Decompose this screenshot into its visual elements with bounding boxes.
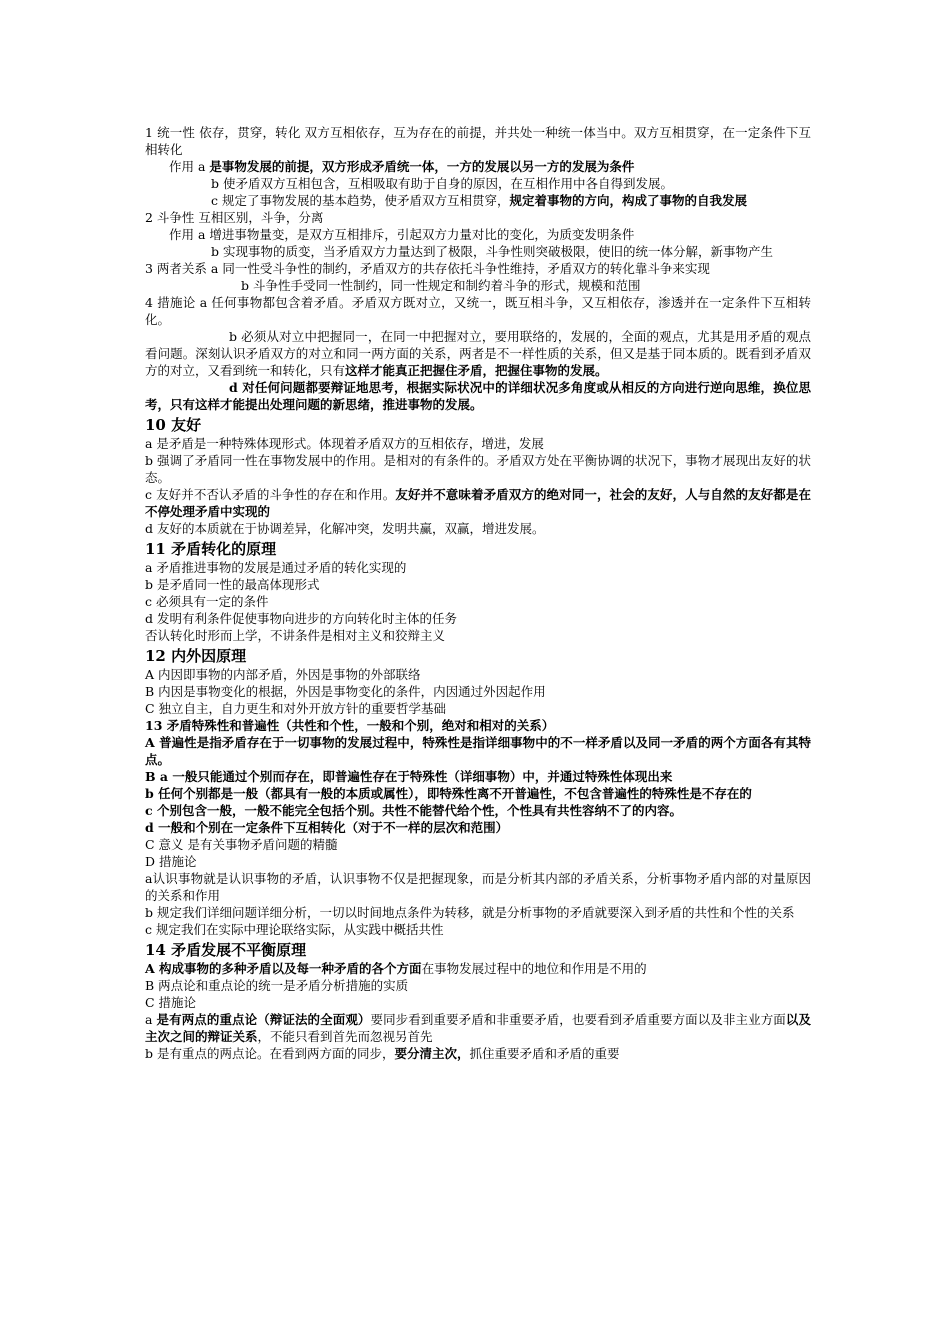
text: C 意义 是有关事物矛盾问题的精髓: [145, 837, 338, 852]
paragraph: [145, 486, 811, 520]
bold-text: 是有两点的重点论（辩证法的全面观）: [156, 1012, 371, 1027]
paragraph: [145, 627, 811, 644]
paragraph: [145, 124, 811, 158]
text: b 规定我们详细问题详细分析，一切以时间地点条件为转移，就是分析事物的矛盾就要深入到矛盾的共性和个性的关系: [145, 905, 795, 920]
text: C 独立自主，自力更生和对外开放方针的重要哲学基础: [145, 701, 447, 716]
paragraph: [145, 277, 811, 294]
bold-text: 是事物发展的前提，双方形成矛盾统一体，一方的发展以另一方的发展为条件: [209, 159, 635, 174]
paragraph: [145, 593, 811, 610]
text: b 是矛盾同一性的最高体现形式: [145, 577, 320, 592]
paragraph: [145, 452, 811, 486]
text: a认识事物就是认识事物的矛盾，认识事物不仅是把握现象，而是分析其内部的矛盾关系，分析事物矛盾内部的对量原因的关系和作用: [145, 871, 811, 903]
paragraph: [145, 683, 811, 700]
bold-text: 规定着事物的方向，构成了事物的自我发展: [509, 193, 747, 208]
text: C 措施论: [145, 995, 197, 1010]
text: 12 内外因原理: [145, 647, 247, 665]
text: 3 两者关系 a 同一性受斗争性的制约，矛盾双方的共存依托斗争性维持，矛盾双方的转化靠斗争来实现: [145, 261, 710, 276]
paragraph: [145, 785, 811, 802]
text: a 是矛盾是一种特殊体现形式。体现着矛盾双方的互相依存，增进，发展: [145, 436, 544, 451]
bold-text: 这样才能真正把握住矛盾，把握住事物的发展。: [345, 363, 608, 378]
paragraph: [145, 960, 811, 977]
paragraph: [145, 802, 811, 819]
paragraph: [145, 175, 811, 192]
paragraph: [145, 994, 811, 1011]
paragraph: [145, 328, 811, 379]
bold-text: A 普遍性是指矛盾存在于一切事物的发展过程中，特殊性是指详细事物中的不一样矛盾以及同一矛盾的两个方面各有其特点。: [145, 735, 811, 767]
text: 11 矛盾转化的原理: [145, 540, 277, 558]
text: 14 矛盾发展不平衡原理: [145, 941, 307, 959]
text: D 措施论: [145, 854, 197, 869]
text: ，不能只看到首先而忽视另首先: [257, 1029, 433, 1044]
text: b 强调了矛盾同一性在事物发展中的作用。是相对的有条件的。矛盾双方处在平衡协调的状况下，事物才展现出友好的状态。: [145, 453, 811, 485]
paragraph: [145, 870, 811, 904]
text: c 规定我们在实际中理论联络实际，从实践中概括共性: [145, 922, 444, 937]
text: a: [145, 1012, 157, 1027]
paragraph: [145, 226, 811, 243]
paragraph: [145, 904, 811, 921]
text: d 友好的本质就在于协调差异，化解冲突，发明共赢，双赢，增进发展。: [145, 521, 545, 536]
text: B 内因是事物变化的根据，外因是事物变化的条件，内因通过外因起作用: [145, 684, 546, 699]
paragraph: [145, 209, 811, 226]
text: 作用 a 增进事物量变，是双方互相排斥，引起双方力量对比的变化，为质变发明条件: [169, 227, 635, 242]
text: 抓住重要矛盾和矛盾的重要: [469, 1046, 620, 1061]
paragraph: [145, 734, 811, 768]
text: b 必须从对立中把握同一，在同一中把握对立，要用联络的，发展的，全面的观点，尤其是用矛盾的观点看问题。深刻认识矛盾双方的对立和同一两方面的关系，两者是不一样性质的关系，但又是基于同本质的。既看到矛盾双方的对立，又看到统一和转化，只有: [145, 329, 811, 378]
paragraph: [145, 610, 811, 627]
text: 否认转化时形而上学，不讲条件是相对主义和狡辩主义: [145, 628, 446, 643]
text: 在事物发展过程中的地位和作用是不用的: [421, 961, 647, 976]
paragraph: [145, 158, 811, 175]
section-heading: [145, 539, 811, 559]
paragraph: [145, 819, 811, 836]
text: c 友好并不否认矛盾的斗争性的存在和作用。: [145, 487, 396, 502]
section-heading: [145, 646, 811, 666]
paragraph: [145, 768, 811, 785]
bold-text: B a 一般只能通过个别而存在，即普遍性存在于特殊性（详细事物）中，并通过特殊性体现出来: [145, 769, 673, 784]
paragraph: [145, 260, 811, 277]
bold-text: A 构成事物的多种矛盾以及每一种矛盾的各个方面: [145, 961, 422, 976]
paragraph: [145, 379, 811, 413]
text: B 两点论和重点论的统一是矛盾分析措施的实质: [145, 978, 409, 993]
paragraph: [145, 192, 811, 209]
text: b 是有重点的两点论。在看到两方面的同步，: [145, 1046, 395, 1061]
section-heading: [145, 415, 811, 435]
text: c 必须具有一定的条件: [145, 594, 269, 609]
paragraph: [145, 853, 811, 870]
paragraph: [145, 294, 811, 328]
text: 10 友好: [145, 416, 202, 434]
bold-text: 以及主次之间的辩证关系: [145, 1012, 811, 1044]
paragraph: [145, 921, 811, 938]
document-page: [145, 124, 811, 1062]
text: b 使矛盾双方互相包含，互相吸取有助于自身的原因，在互相作用中各自得到发展。: [211, 176, 673, 191]
paragraph: [145, 700, 811, 717]
paragraph: [145, 666, 811, 683]
paragraph: [145, 1011, 811, 1045]
paragraph: [145, 836, 811, 853]
text: b 实现事物的质变，当矛盾双方力量达到了极限，斗争性则突破极限，使旧的统一体分解，新事物产生: [211, 244, 773, 259]
paragraph: [145, 520, 811, 537]
paragraph: [145, 435, 811, 452]
paragraph: [145, 576, 811, 593]
paragraph: [145, 1045, 811, 1062]
paragraph: [145, 243, 811, 260]
bold-text: d 一般和个别在一定条件下互相转化（对于不一样的层次和范围）: [145, 820, 509, 835]
text: 1 统一性 依存，贯穿，转化 双方互相依存，互为存在的前提，并共处一种统一体当中。双方互相贯穿，在一定条件下互相转化: [145, 125, 811, 157]
text: 4 措施论 a 任何事物都包含着矛盾。矛盾双方既对立，又统一，既互相斗争，又互相依存，渗透并在一定条件下互相转化。: [145, 295, 811, 327]
paragraph: [145, 717, 811, 734]
section-heading: [145, 940, 811, 960]
text: c 规定了事物发展的基本趋势，使矛盾双方互相贯穿，: [211, 193, 510, 208]
text: 要同步看到重要矛盾和非重要矛盾，也要看到矛盾重要方面以及非主业方面: [370, 1012, 786, 1027]
paragraph: [145, 559, 811, 576]
bold-text: 友好并不意味着矛盾双方的绝对同一，社会的友好，人与自然的友好都是在不停处理矛盾中实现的: [145, 487, 811, 519]
text: b 斗争性手受同一性制约，同一性规定和制约着斗争的形式，规模和范围: [241, 278, 641, 293]
text: a 矛盾推进事物的发展是通过矛盾的转化实现的: [145, 560, 407, 575]
text: A 内因即事物的内部矛盾，外因是事物的外部联络: [145, 667, 421, 682]
bold-text: 要分清主次，: [394, 1046, 470, 1061]
text: 作用 a: [169, 159, 210, 174]
bold-text: d 对任何问题都要辩证地思考，根据实际状况中的详细状况多角度或从相反的方向进行逆向思维，换位思考，只有这样才能提出处理问题的新思绪，推进事物的发展。: [145, 380, 811, 412]
paragraph: [145, 977, 811, 994]
text: d 发明有利条件促使事物向进步的方向转化时主体的任务: [145, 611, 457, 626]
bold-text: b 任何个别都是一般（都具有一般的本质或属性），即特殊性离不开普遍性，不包含普遍性的特殊性是不存在的: [145, 786, 752, 801]
text: 2 斗争性 互相区别，斗争，分离: [145, 210, 324, 225]
bold-text: c 个别包含一般，一般不能完全包括个别。共性不能替代给个性，个性具有共性容纳不了的内容。: [145, 803, 682, 818]
bold-text: 13 矛盾特殊性和普遍性（共性和个性，一般和个别，绝对和相对的关系）: [145, 718, 555, 733]
